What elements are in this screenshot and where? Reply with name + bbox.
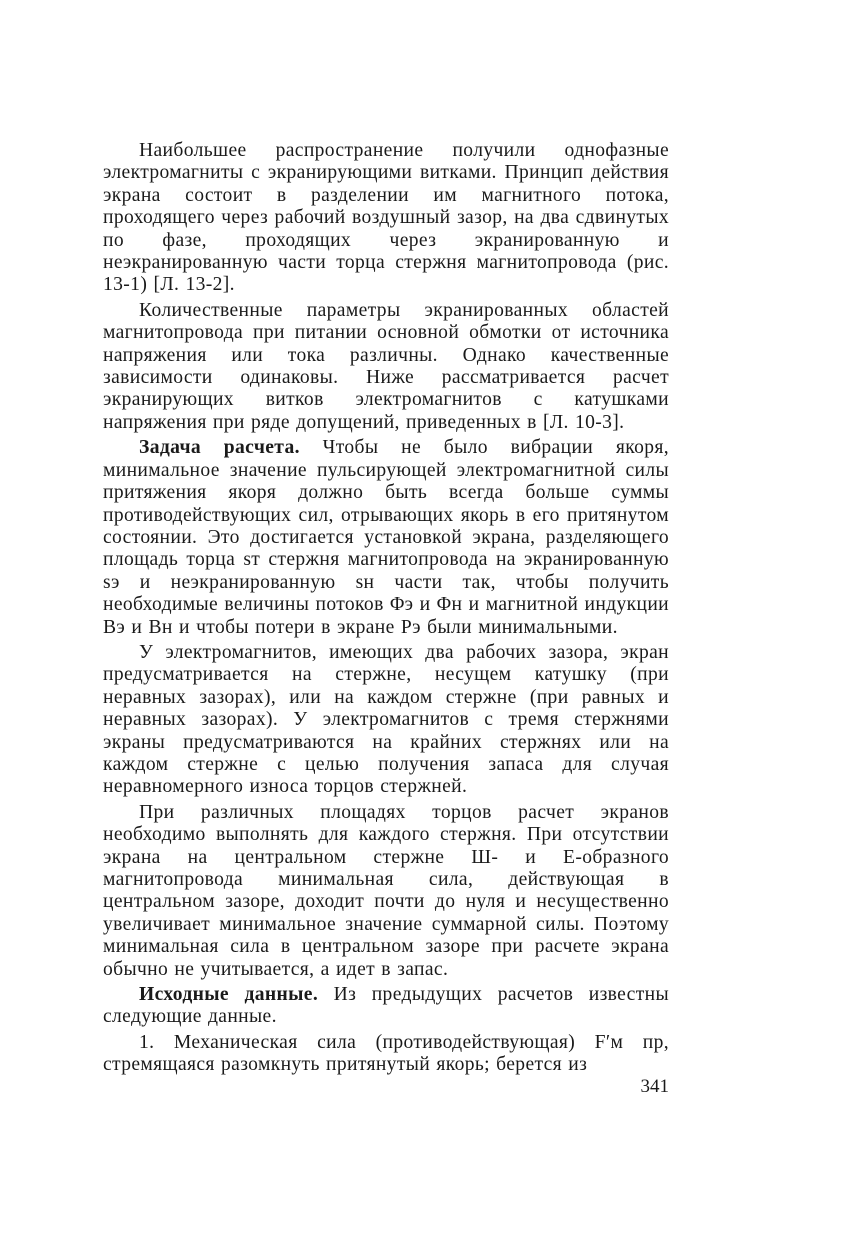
paragraph-source-data-text: Из предыдущих расчетов известны следующие данные. — [103, 984, 669, 1028]
page-number: 341 — [640, 1076, 669, 1097]
paragraph-source-data — [103, 984, 669, 1029]
document-body — [103, 140, 669, 1080]
heading-task: Задача расчета. — [139, 437, 300, 459]
paragraph-task — [103, 437, 669, 639]
paragraph-parameters: Количественные параметры экранированных областей магнитопровода при питании основной обмотки от источника напряжения или тока различны. Однако качественные зависимости одинаковы. Ниже рассматривается расчет экранирующих витков электромагнитов с катушками напряжения при ряде допущений, приведенных в [Л. 10-3]. — [103, 299, 669, 433]
heading-source-data: Исходные данные. — [139, 984, 319, 1006]
paragraph-task-text: Чтобы не было вибрации якоря, минимальное значение пульсирующей электромагнитной силы притяжения якоря должно быть всегда больше суммы противодействующих сил, отрывающих якорь в его притянутом состоянии. Это достигается установкой экрана, разделяющего площадь торца sт стержня магнитопровода на экранированную sэ и неэкранированную sн части так, чтобы получить необходимые величины потоков Φэ и Φн и магнитной индукции Bэ и Bн и чтобы потери в экране Pэ были минимальными. — [103, 437, 669, 638]
paragraph-two-gaps: У электромагнитов, имеющих два рабочих зазора, экран предусматривается на стержне, несущем катушку (при неравных зазорах), или на каждом стержне (при равных и неравных зазорах). У электромагнитов с тремя стержнями экраны предусматриваются на крайних стержнях или на каждом стержне с целью получения запаса для случая неравномерного износа торцов стержней. — [103, 641, 669, 798]
paragraph-intro: Наибольшее распространение получили однофазные электромагниты с экранирующими витками. Принцип действия экрана состоит в разделении им магнитного потока, проходящего через рабочий воздушный зазор, на два сдвинутых по фазе, проходящих через экранированную и неэкранированную части торца стержня магнитопровода (рис. 13-1) [Л. 13-2]. — [103, 140, 669, 296]
paragraph-different-areas: При различных площадях торцов расчет экранов необходимо выполнять для каждого стержня. При отсутствии экрана на центральном стержне Ш- и Е-образного магнитопровода минимальная сила, действующая в центральном зазоре, доходит почти до нуля и несущественно увеличивает минимальное значение суммарной силы. Поэтому минимальная сила в центральном зазоре при расчете экрана обычно не учитывается, а идет в запас. — [103, 801, 669, 980]
paragraph-item-1: 1. Механическая сила (противодействующая) F′м пр, стремящаяся разомкнуть притянутый якорь; берется из — [103, 1031, 669, 1076]
